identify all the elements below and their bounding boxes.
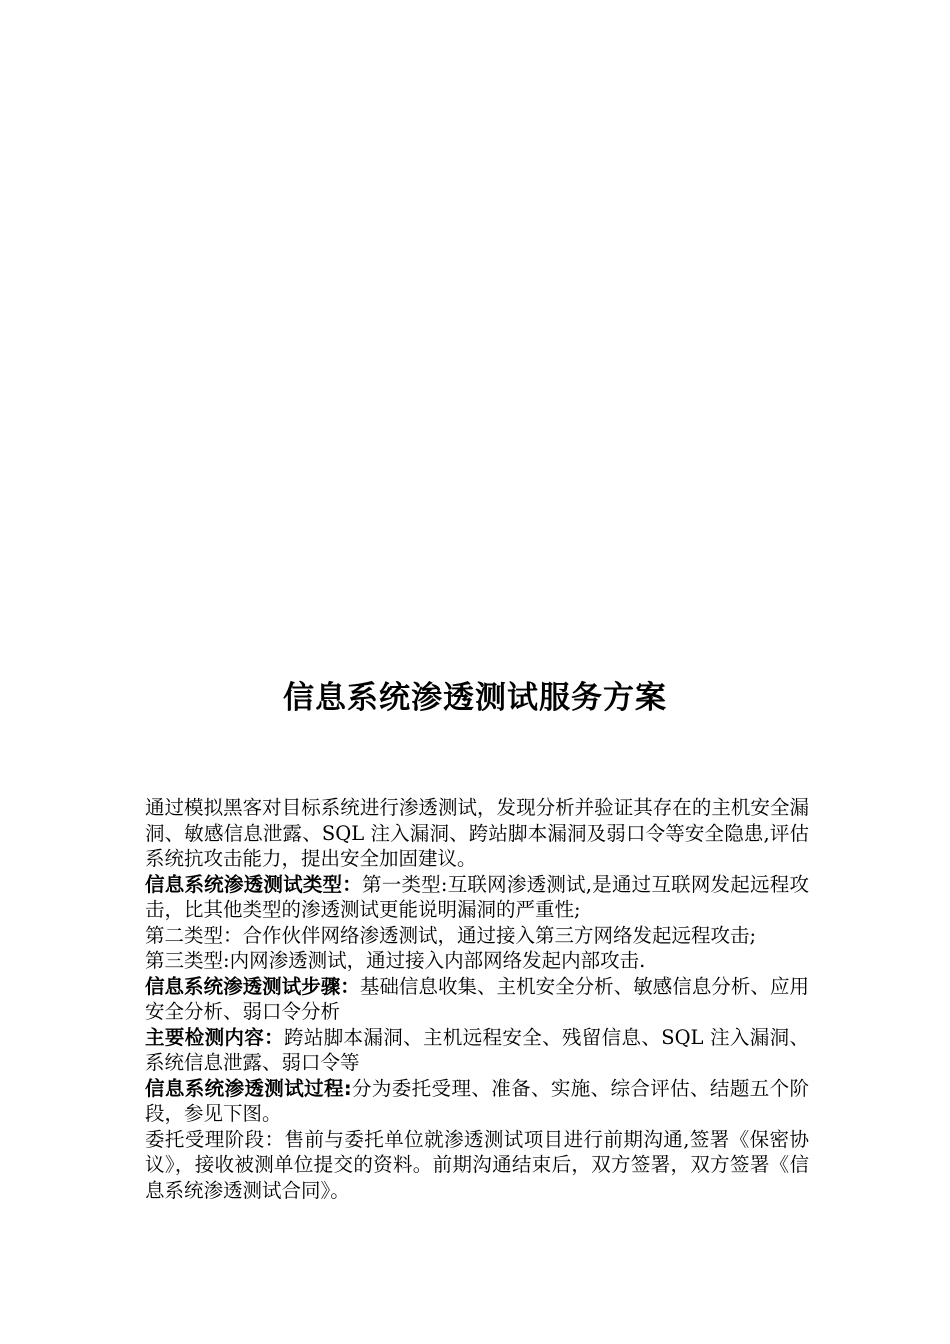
paragraph-type-two [145,923,809,949]
paragraph-text: 第二类型：合作伙伴网络渗透测试，通过接入第三方网络发起远程攻击; [145,923,757,947]
paragraph-text: 委托受理阶段：售前与委托单位就渗透测试项目进行前期沟通,签署《保密协议》，接收被测单位提交的资料。前期沟通结束后，双方签署，双方签署《信息系统渗透测试合同》。 [145,1127,809,1202]
paragraph-text: 分为委托受理、准备、实施、综合评估、结题五个阶段，参见下图。 [145,1076,809,1125]
paragraph-lead: 信息系统渗透测试过程: [145,1076,352,1100]
paragraph-acceptance-stage [145,1127,809,1204]
paragraph-text: 第三类型:内网渗透测试，通过接入内部网络发起内部攻击. [145,949,646,972]
paragraph-intro [145,795,809,872]
paragraph-text: 第一类型:互联网渗透测试,是通过互联网发起远程攻击，比其他类型的渗透测试更能说明漏洞的严重性; [145,872,809,921]
paragraph-text: 基础信息收集、主机安全分析、敏感信息分析、应用安全分析、弱口令分析 [145,974,809,1023]
document-body [145,795,809,1203]
document-title: 信息系统渗透测试服务方案 [283,680,667,716]
paragraph-test-types [145,872,809,923]
paragraph-text: 跨站脚本漏洞、主机远程安全、残留信息、SQL 注入漏洞、系统信息泄露、弱口令等 [145,1025,809,1074]
paragraph-lead: 信息系统渗透测试类型： [145,872,362,896]
paragraph-main-content [145,1025,809,1076]
paragraph-test-steps [145,974,809,1025]
paragraph-test-process [145,1076,809,1127]
paragraph-lead: 主要检测内容： [145,1025,284,1049]
paragraph-type-three [145,948,809,974]
paragraph-lead: 信息系统渗透测试步骤： [145,974,360,998]
paragraph-text: 通过模拟黑客对目标系统进行渗透测试，发现分析并验证其存在的主机安全漏洞、敏感信息泄露、SQL 注入漏洞、跨站脚本漏洞及弱口令等安全隐患,评估系统抗攻击能力，提出安全加固建议。 [145,796,809,870]
